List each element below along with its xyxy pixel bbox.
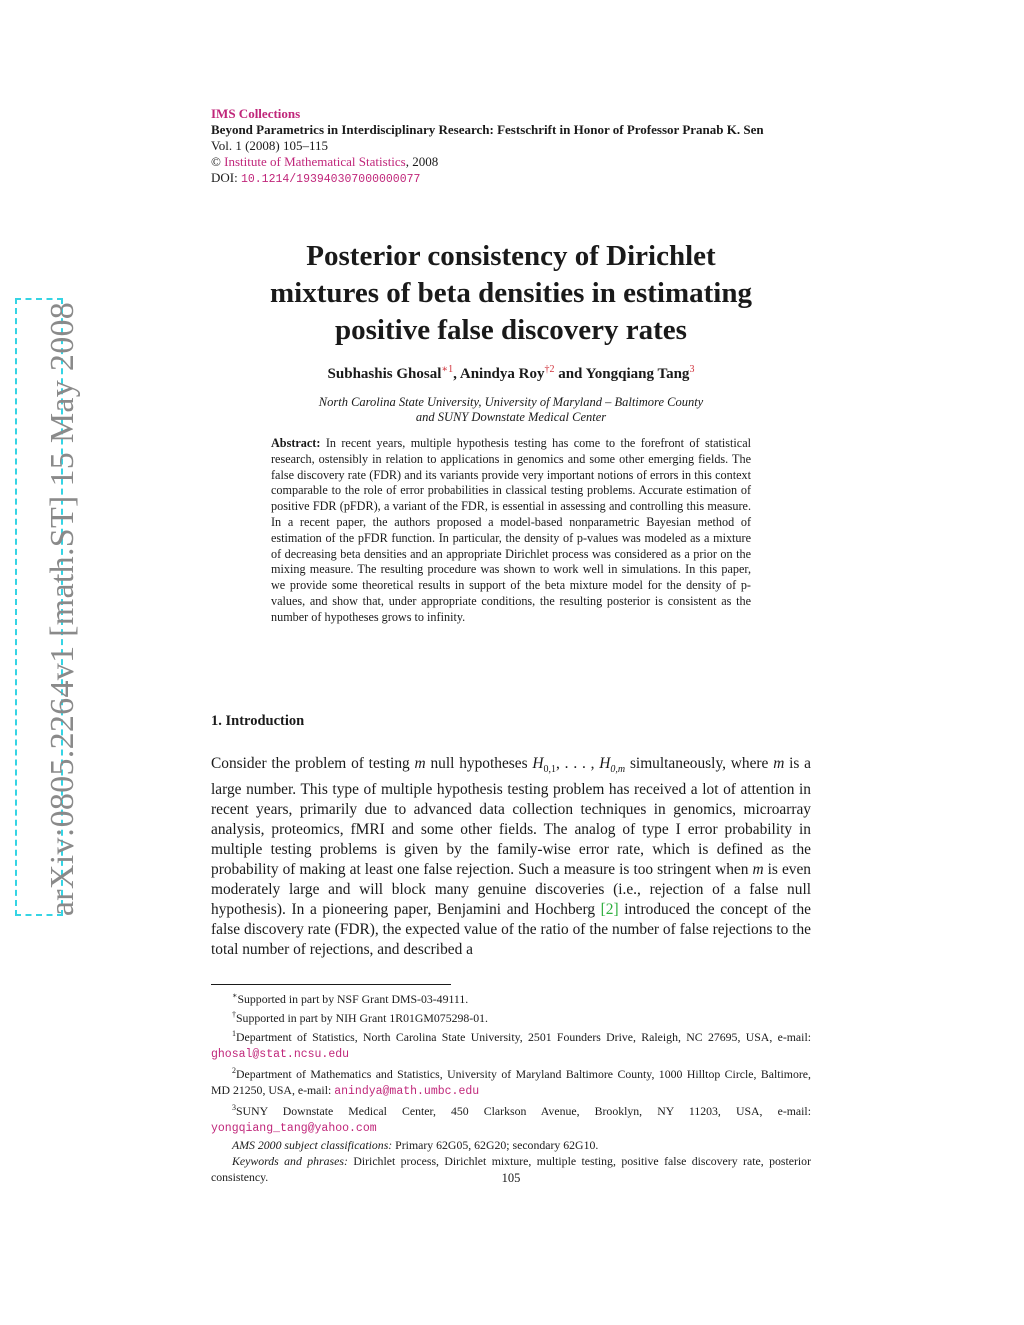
text-run: simultaneously, where (625, 755, 774, 772)
ams-label: AMS 2000 subject classifications: (232, 1137, 393, 1152)
footnote-nih (211, 1007, 811, 1026)
footnote-mark: 2 (232, 1065, 236, 1075)
math-h: H (599, 755, 611, 772)
series-name[interactable]: IMS Collections (211, 106, 301, 121)
math-dots: , . . . , (556, 755, 600, 772)
text-run: introduced the concept of the false discovery rate (FDR), the expected value of the ratio of the number of false rejections to the total number of rejections, and described a (211, 901, 811, 959)
doi-link[interactable]: 10.1214/193940307000000077 (240, 173, 421, 186)
paper-title (211, 238, 811, 349)
math-m: m (414, 755, 426, 772)
footnote-affil-1 (211, 1026, 811, 1063)
institute-link[interactable]: Institute of Mathematical Statistics (224, 154, 406, 169)
footnote-text: Supported in part by NSF Grant DMS-03-49111. (237, 991, 469, 1006)
footnote-mark: 1 (232, 1028, 236, 1038)
footnote-text: Department of Statistics, North Carolina State University, 2501 Founders Drive, Raleigh, NC 27695, USA, e-mail: (236, 1029, 811, 1044)
title-line-2: mixtures of beta densities in estimating (270, 277, 752, 309)
page-number: 105 (501, 1171, 521, 1185)
footnote-mark: 3 (232, 1102, 236, 1112)
text-run: Consider the problem of testing (211, 755, 415, 772)
copyright-symbol: © (211, 154, 221, 169)
abstract-label: Abstract: (271, 436, 321, 450)
footnote-mark: † (232, 1009, 236, 1019)
math-h: H (532, 755, 544, 772)
footnote-nsf (211, 988, 811, 1007)
author-ghosal: Subhashis Ghosal (327, 366, 442, 382)
copyright-year: , 2008 (405, 154, 439, 169)
footnote-mark: ∗ (232, 991, 238, 1000)
abstract-text: In recent years, multiple hypothesis testing has come to the forefront of statistical research, ostensibly in relation to applications in genomics and some other emerging fields. The false discovery rate (FDR) and its variants provide very important notions of errors in this context comparable to the role of error probabilities in classical testing problems. Accurate estimation of positive FDR (pFDR), a variant of the FDR, is essential in assessing and controlling this measure. In a recent paper, the authors proposed a model-based nonparametric Bayesian method of estimation of the pFDR function. In particular, the density of p-values was modeled as a mixture of decreasing beta densities and an appropriate Dirichlet process was considered as a prior on the mixing measure. The resulting procedure was shown to work well in simulations. In this paper, we provide some theoretical results in support of the beta mixture model for the density of p-values, and show that, under appropriate conditions, the resulting posterior is consistent as the number of hypotheses grows to infinity. (271, 436, 752, 624)
footnote-affil-2 (211, 1063, 811, 1100)
copyright-line (211, 154, 811, 170)
footnote-mark-ghosal[interactable]: ∗1 (441, 364, 454, 375)
ams-classification (211, 1137, 811, 1153)
math-subscript: 0,m (610, 764, 626, 776)
footnote-text: SUNY Downstate Medical Center, 450 Clarkson Avenue, Brooklyn, NY 11203, USA, e-mail: (236, 1103, 811, 1118)
affiliation-line-2: and SUNY Downstate Medical Center (415, 410, 607, 424)
title-line-3: positive false discovery rates (335, 314, 687, 346)
doi-line (211, 170, 811, 188)
email-link[interactable]: ghosal@stat.ncsu.edu (211, 1047, 350, 1061)
math-m: m (773, 755, 785, 772)
text-run: is a large number. This type of multiple hypothesis testing problem has received a lot of attention in recent years, primarily due to advanced data collection techniques in genomics, microarray analysis, proteomics, fMRI and some other fields. The analog of type I error probability in multiple testing problems is given by the family-wise error rate, which is defined as the probability of making at least one false rejection. Such a measure is too stringent when (211, 755, 812, 879)
footnote-affil-3 (211, 1100, 811, 1137)
author-roy: Anindya Roy (459, 366, 545, 382)
affiliation-line-1: North Carolina State University, University of Maryland – Baltimore County (318, 395, 704, 409)
text-run: null hypotheses (425, 755, 533, 772)
author-list (211, 364, 811, 383)
arxiv-stamp (15, 298, 81, 917)
introduction-paragraph (211, 754, 811, 960)
arxiv-identifier[interactable]: arXiv:0805.2264v1 [math.ST] 15 May 2008 (44, 301, 81, 917)
ams-text: Primary 62G05, 62G20; secondary 62G10. (392, 1137, 599, 1152)
section-heading: 1. Introduction (211, 713, 305, 729)
text-run: is even moderately large and will block many genuine discoveries (i.e., rejection of a false null hypothesis). In a pioneering paper, Benjamini and Hochberg (211, 861, 811, 919)
citation-link[interactable]: [2] (600, 901, 619, 919)
affiliations (211, 395, 811, 425)
footnote-text: Department of Mathematics and Statistics, University of Maryland Baltimore County, 1000 Hilltop Circle, Baltimore, MD 21250, USA, e-mail: (211, 1066, 811, 1097)
doi-label: DOI: (211, 170, 241, 185)
math-m: m (752, 861, 764, 879)
footnote-rule (211, 984, 451, 985)
publication-header (211, 106, 811, 188)
book-title: Beyond Parametrics in Interdisciplinary Research: Festschrift in Honor of Professor Pranab K. Sen (211, 122, 764, 137)
email-link[interactable]: anindya@math.umbc.edu (334, 1084, 480, 1098)
keywords-label: Keywords and phrases: (232, 1153, 348, 1168)
author-separator: , (453, 366, 460, 382)
footnote-mark-roy[interactable]: †2 (544, 364, 555, 375)
author-separator: and (554, 366, 586, 382)
footnotes (211, 988, 811, 1185)
title-line-1: Posterior consistency of Dirichlet (306, 240, 716, 272)
author-tang: Yongqiang Tang (585, 366, 690, 382)
keywords-text: Dirichlet process, Dirichlet mixture, multiple testing, positive false discovery rate, posterior consistency. (211, 1153, 811, 1184)
volume-info: Vol. 1 (2008) 105–115 (211, 138, 328, 153)
footnote-text: Supported in part by NIH Grant 1R01GM075298-01. (236, 1010, 488, 1025)
math-subscript: 0,1 (543, 764, 557, 776)
footnote-mark-tang[interactable]: 3 (689, 364, 695, 375)
abstract (271, 436, 751, 626)
email-link[interactable]: yongqiang_tang@yahoo.com (211, 1121, 377, 1135)
